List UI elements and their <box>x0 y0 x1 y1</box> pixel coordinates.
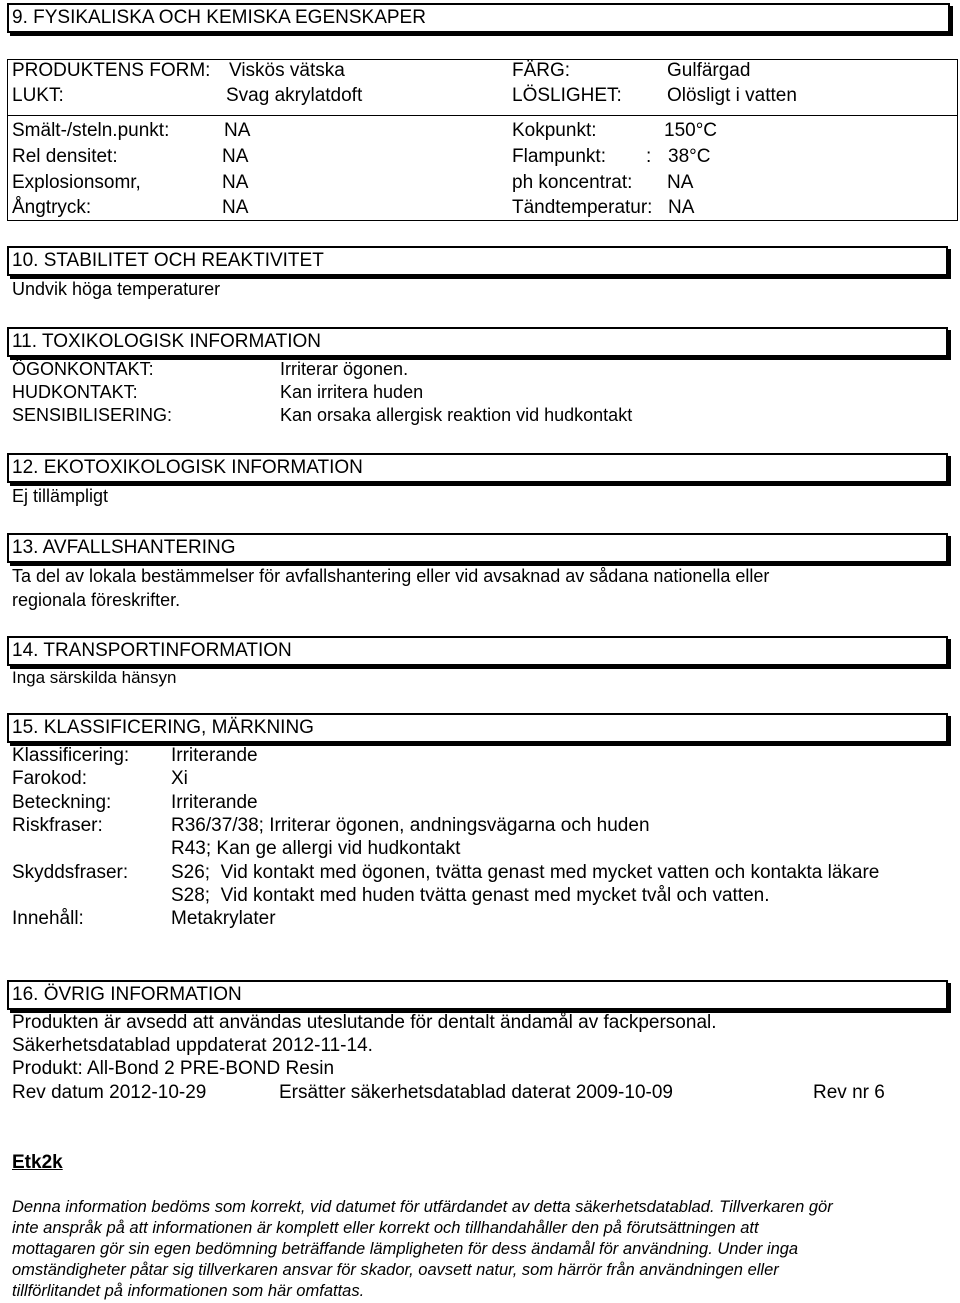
waste-text-line2: regionala föreskrifter. <box>12 590 181 610</box>
boil-value: 150°C <box>664 120 718 141</box>
etk-code: Etk2k <box>12 1152 63 1173</box>
revision-number: Rev nr 6 <box>813 1082 885 1103</box>
sensitization-label: SENSIBILISERING: <box>12 405 173 425</box>
safety-phrase-1: S26; Vid kontakt med ögonen, tvätta genast med mycket vatten och kontakta läkare <box>171 862 880 883</box>
risk-phrase-2: R43; Kan ge allergi vid hudkontakt <box>171 838 461 859</box>
classification-label: Klassificering: <box>12 745 130 766</box>
hazard-code-value: Xi <box>171 768 188 789</box>
hazard-code-label: Farokod: <box>12 768 87 789</box>
melt-label: Smält-/steln.punkt: <box>12 120 170 141</box>
melt-value: NA <box>224 120 251 141</box>
eye-contact-value: Irriterar ögonen. <box>280 359 409 379</box>
classification-value: Irriterande <box>171 745 258 766</box>
section-11-heading: 11. TOXIKOLOGISK INFORMATION <box>7 327 948 357</box>
eye-contact-label: ÖGONKONTAKT: <box>12 359 154 379</box>
disclaimer-line2: inte anspråk på att informationen är komplett eller korrekt och tillhandahåller den på förutsättningen att <box>12 1219 759 1237</box>
risk-phrases-label: Riskfraser: <box>12 815 103 836</box>
ph-label: ph koncentrat: <box>512 172 633 193</box>
properties-divider <box>8 115 957 116</box>
designation-label: Beteckning: <box>12 792 112 813</box>
color-value: Gulfärgad <box>667 60 751 81</box>
ph-value: NA <box>667 172 694 193</box>
flash-colon: : <box>646 146 652 167</box>
transport-text: Inga särskilda hänsyn <box>12 668 177 687</box>
solubility-value: Olösligt i vatten <box>667 85 797 106</box>
stability-text: Undvik höga temperaturer <box>12 279 221 299</box>
explosion-label: Explosionsomr, <box>12 172 141 193</box>
safety-phrases-label: Skyddsfraser: <box>12 862 129 883</box>
form-value: Viskös vätska <box>229 60 345 81</box>
disclaimer-line1: Denna information bedöms som korrekt, vid datumet för utfärdandet av detta säkerhetsdatablad. Tillverkaren gör <box>12 1198 833 1216</box>
section-15-heading: 15. KLASSIFICERING, MÄRKNING <box>7 713 948 743</box>
designation-value: Irriterande <box>171 792 258 813</box>
section-9-heading: 9. FYSIKALISKA OCH KEMISKA EGENSKAPER <box>7 3 950 33</box>
section-16-heading: 16. ÖVRIG INFORMATION <box>7 980 948 1010</box>
product-name: Produkt: All-Bond 2 PRE-BOND Resin <box>12 1058 335 1079</box>
section-10-heading: 10. STABILITET OCH REAKTIVITET <box>7 246 948 276</box>
section-14-heading: 14. TRANSPORTINFORMATION <box>7 636 948 666</box>
section-12-heading: 12. EKOTOXIKOLOGISK INFORMATION <box>7 453 948 483</box>
odor-value: Svag akrylatdoft <box>226 85 363 106</box>
density-value: NA <box>222 146 249 167</box>
skin-contact-label: HUDKONTAKT: <box>12 382 138 402</box>
ignition-value: NA <box>668 197 695 218</box>
disclaimer-line5: tillförlitandet på informationen som här omfattas. <box>12 1282 365 1300</box>
disclaimer-line3: mottagaren gör sin egen bedömning beträffande lämpligheten för dess ändamål för användning. Under inga <box>12 1240 799 1258</box>
flash-value: 38°C <box>668 146 711 167</box>
other-info-line2: Säkerhetsdatablad uppdaterat 2012-11-14. <box>12 1035 373 1056</box>
section-13-heading: 13. AVFALLSHANTERING <box>7 533 948 563</box>
safety-phrase-2: S28; Vid kontakt med huden tvätta genast med mycket tvål och vatten. <box>171 885 770 906</box>
other-info-line1: Produkten är avsedd att användas uteslutande för dentalt ändamål av fackpersonal. <box>12 1012 717 1033</box>
ignition-label: Tändtemperatur: <box>512 197 653 218</box>
explosion-value: NA <box>222 172 249 193</box>
flash-label: Flampunkt: <box>512 146 606 167</box>
odor-label: LUKT: <box>12 85 64 106</box>
density-label: Rel densitet: <box>12 146 118 167</box>
contents-value: Metakrylater <box>171 908 276 929</box>
vapor-label: Ångtryck: <box>12 197 92 218</box>
solubility-label: LÖSLIGHET: <box>512 85 622 106</box>
waste-text-line1: Ta del av lokala bestämmelser för avfallshantering eller vid avsaknad av sådana nationella eller <box>12 566 770 586</box>
boil-label: Kokpunkt: <box>512 120 597 141</box>
replaces-text: Ersätter säkerhetsdatablad daterat 2009-10-09 <box>279 1082 673 1103</box>
form-label: PRODUKTENS FORM: <box>12 60 211 81</box>
color-label: FÄRG: <box>512 60 571 81</box>
disclaimer-line4: omständigheter påtar sig tillverkaren ansvar för skador, oavsett natur, som härrör från användningen eller <box>12 1261 779 1279</box>
vapor-value: NA <box>222 197 249 218</box>
contents-label: Innehåll: <box>12 908 84 929</box>
skin-contact-value: Kan irritera huden <box>280 382 424 402</box>
revision-date: Rev datum 2012-10-29 <box>12 1082 207 1103</box>
risk-phrase-1: R36/37/38; Irriterar ögonen, andningsvägarna och huden <box>171 815 650 836</box>
ecotox-text: Ej tillämpligt <box>12 486 109 506</box>
sensitization-value: Kan orsaka allergisk reaktion vid hudkontakt <box>280 405 633 425</box>
